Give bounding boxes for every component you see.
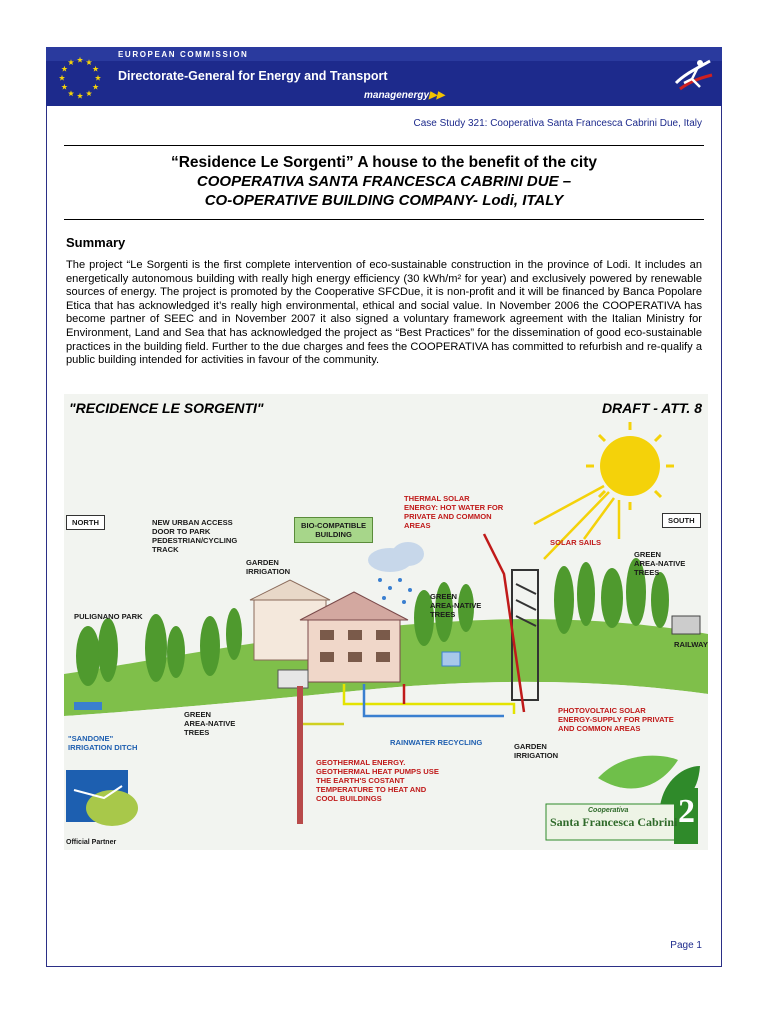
garden-irrigation-top-label: GARDEN IRRIGATION [246,558,291,576]
eu-star-icon [77,93,83,99]
brand-suffix: energy [396,90,430,101]
manage-energy-brand [364,90,444,101]
official-partner-logo [66,770,138,826]
garden-irrigation-bottom-label: GARDEN IRRIGATION [514,742,559,760]
brand-prefix: manag [364,90,397,101]
summary-body: The project “Le Sorgenti is the first complete intervention of eco-sustainable construction in the province of Lodi. It includes an energetically autonomous building with really high energy efficiency (30 kWh/m² for year) and exclusively powered by renewable sources of energy. The project is promoted by the Cooperative SFCDue, it is non-profit and it will be financed by Banca Popolare Etica that has acknowledged it’s really high environmental, ethical and social value. In November 2006 the COOPERATIVA has become partner of SEEC and in November 2007 it also signed a voluntary framework agreement with the Italian Ministry for Environment, Land and Sea that has acknowledged the project as “Best Practices” for the dissemination of good eco-sustainable practices in the building field. Further to the due charges and fees the COOPERATIVA has committed to refurbish and re-qualify a public building intended for activities in favour of the community. [66,259,702,367]
eu-star-icon [93,66,99,72]
runner-logo-icon [670,53,716,99]
header-banner [46,47,722,106]
green-trees-left-label: GREEN AREA-NATIVE TREES [184,710,236,737]
rain-tank-icon [442,652,460,666]
title-rule-top [64,145,704,146]
south-label: SOUTH [662,513,701,528]
pulignano-park-label: PULIGNANO PARK [74,612,143,621]
eu-flag-icon [54,52,106,104]
thermal-solar-label: THERMAL SOLAR ENERGY: HOT WATER FOR PRIVATE AND COMMON AREAS [404,494,504,530]
coop-name-label: Santa Francesca Cabrini [550,815,678,829]
eu-star-icon [59,75,65,81]
north-label: NORTH [66,515,105,530]
sandone-ditch-label: "SANDONE" IRRIGATION DITCH [68,734,138,752]
title-line-3: CO-OPERATIVE BUILDING COMPANY- Lodi, ITALY [204,192,564,209]
title-line-2: COOPERATIVA SANTA FRANCESCA CABRINI DUE – [196,173,572,190]
geothermal-label: GEOTHERMAL ENERGY. GEOTHERMAL HEAT PUMPS USE THE EARTH'S COSTANT TEMPERATURE TO HEAT AND COOL BUILDINGS [316,758,439,803]
diagram-draft-label: DRAFT - ATT. 8 [601,400,702,416]
title-block [64,153,704,210]
title-line-1: “Residence Le Sorgenti” A house to the benefit of the city [170,154,597,171]
brand-chevron-icon: ▶▶ [429,90,445,101]
green-trees-right-label: GREEN AREA-NATIVE TREES [634,550,686,577]
directorate-title: Directorate-General for Energy and Transport [118,69,388,83]
case-study-reference: Case Study 321: Cooperativa Santa Francesca Cabrini Due, Italy [413,118,702,129]
train-icon [672,616,700,634]
eu-star-icon [86,90,92,96]
coop-small-label: Cooperativa [588,807,629,814]
eu-star-icon [93,84,99,90]
ditch-icon [74,702,102,710]
eu-star-icon [77,57,83,63]
photovoltaic-label: PHOTOVOLTAIC SOLAR ENERGY-SUPPLY FOR PRIVATE AND COMMON AREAS [558,706,674,733]
bio-building-label: BIO-COMPATIBLE BUILDING [294,517,373,543]
commission-label: EUROPEAN COMMISSION [118,50,249,59]
diagram-title: "RECIDENCE LE SORGENTI" [69,400,264,416]
green-trees-mid-label: GREEN AREA-NATIVE TREES [430,592,482,619]
project-diagram [64,394,708,850]
urban-access-label: NEW URBAN ACCESS DOOR TO PARK PEDESTRIAN/CYCLING TRACK [152,518,238,554]
eu-star-icon [61,66,67,72]
solar-sails-label: SOLAR SAILS [550,538,602,547]
eu-star-icon [68,90,74,96]
official-partner-label: Official Partner [66,839,117,846]
eu-star-icon [61,84,67,90]
coop-number-label: 2 [678,793,695,830]
title-rule-bottom [64,219,704,220]
eu-star-icon [68,59,74,65]
page-number: Page 1 [670,940,702,951]
railway-label: RAILWAY [674,640,708,649]
eu-star-icon [86,59,92,65]
eu-star-icon [95,75,101,81]
summary-heading: Summary [66,235,126,250]
rainwater-recycling-label: RAINWATER RECYCLING [390,738,483,747]
